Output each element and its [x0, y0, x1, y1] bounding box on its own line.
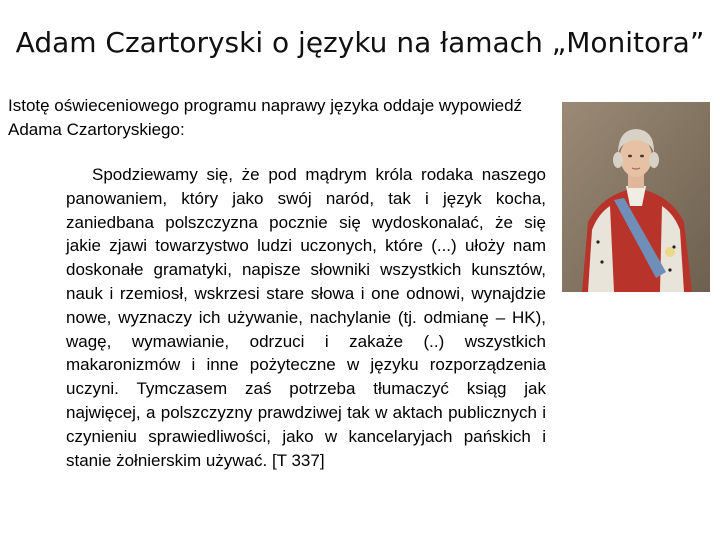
quote-text: Spodziewamy się, że pod mądrym króla rodaka naszego panowaniem, który jako swój naród, tak i język kocha, zaniedbana polszczyzna pocznie się wydoskonalać, że się jakie zjawi towarzystwo ludzi uczonych, które (...) ułoży nam doskonałe gramatyki, napisze słowniki wszystkich kunsztów, nauk i rzemiosł, wskrzesi stare słowa i one odnowi, wynajdzie nowe, wyznaczy ich używanie, nachylanie (tj. odmianę – HK), wagę, wymawianie, odrzuci i zakaże (..) wszystkich makaronizmów i inne pożyteczne w języku rozporządzenia uczyni. Tymczasem zaś potrzeba tłumaczyć ksiąg jak najwięcej, a polszczyzny prawdziwej tak w aktach publicznych i czynieniu sprawiedliwości, jako w kancelaryjach pańskich i stanie żołnierskim używać. [T 337] — [66, 165, 546, 470]
slide-title: Adam Czartoryski o języku na łamach „Monitora” — [15, 26, 705, 59]
intro-text: Istotę oświeceniowego programu naprawy języka oddaje wypowiedź Adama Czartoryskiego: — [8, 96, 523, 139]
portrait-image — [562, 102, 710, 292]
